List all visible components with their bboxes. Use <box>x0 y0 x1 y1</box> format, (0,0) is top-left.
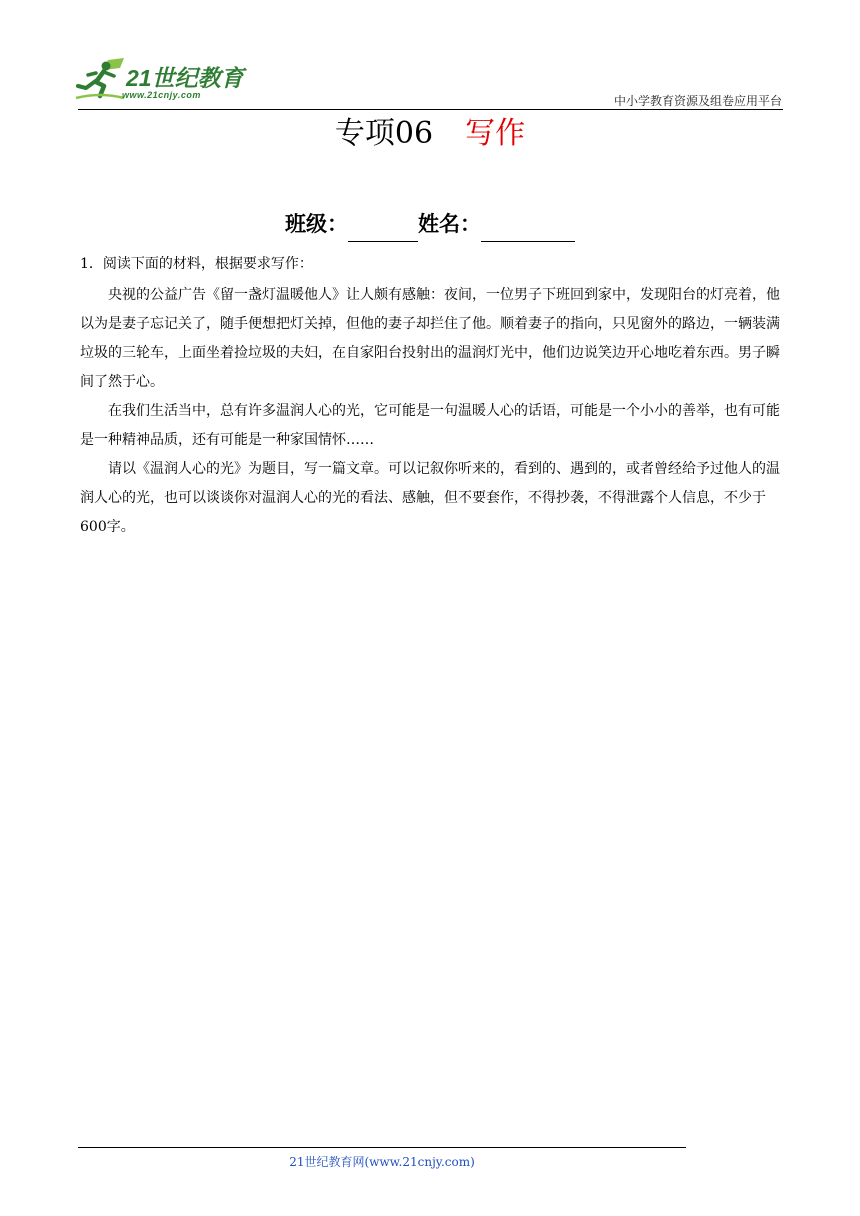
logo-url: www.21cnjy.com <box>122 90 201 100</box>
question-1 <box>80 250 785 542</box>
material-paragraph-2: 在我们生活当中，总有许多温润人心的光，它可能是一句温暖人心的话语，可能是一个小小的善举，也有可能是一种精神品质，还有可能是一种家国情怀…… <box>80 403 780 448</box>
material-paragraph-1: 央视的公益广告《留一盏灯温暖他人》让人颇有感触：夜间，一位男子下班回到家中，发现阳台的灯亮着，他以为是妻子忘记关了，随手便想把灯关掉，但他的妻子却拦住了他。顺着妻子的指向，只见窗外的路边，一辆装满垃圾的三轮车，上面坐着捡垃圾的夫妇，在自家阳台投射出的温润灯光中，他们边说笑边开心地吃着东西。男子瞬间了然于心。 <box>80 287 780 390</box>
footer-link[interactable]: 21世纪教育网(www.21cnjy.com) <box>289 1155 475 1169</box>
question-stem: 1．阅读下面的材料，根据要求写作： <box>80 256 313 272</box>
title-topic: 写作 <box>465 116 526 151</box>
name-blank[interactable] <box>481 215 575 242</box>
class-label: 班级： <box>285 212 348 236</box>
footer-divider <box>78 1147 686 1148</box>
name-label: 姓名： <box>418 212 481 236</box>
writing-requirement: 请以《温润人心的光》为题目，写一篇文章。可以记叙你听来的，看到的、遇到的，或者曾经给予过他人的温润人心的光，也可以谈谈你对温润人心的光的看法、感触，但不要套作，不得抄袭，不得泄露个人信息，不少于600字。 <box>80 461 780 535</box>
running-figure-icon <box>74 58 126 102</box>
title-main: 专项06 <box>334 116 434 151</box>
class-blank[interactable] <box>348 215 418 242</box>
logo-brand: 21世纪教育 <box>126 65 244 91</box>
site-logo <box>74 58 254 104</box>
header-divider <box>78 109 783 110</box>
platform-label: 中小学教育资源及组卷应用平台 <box>613 94 782 108</box>
student-info <box>0 206 860 242</box>
page-title <box>0 112 860 156</box>
